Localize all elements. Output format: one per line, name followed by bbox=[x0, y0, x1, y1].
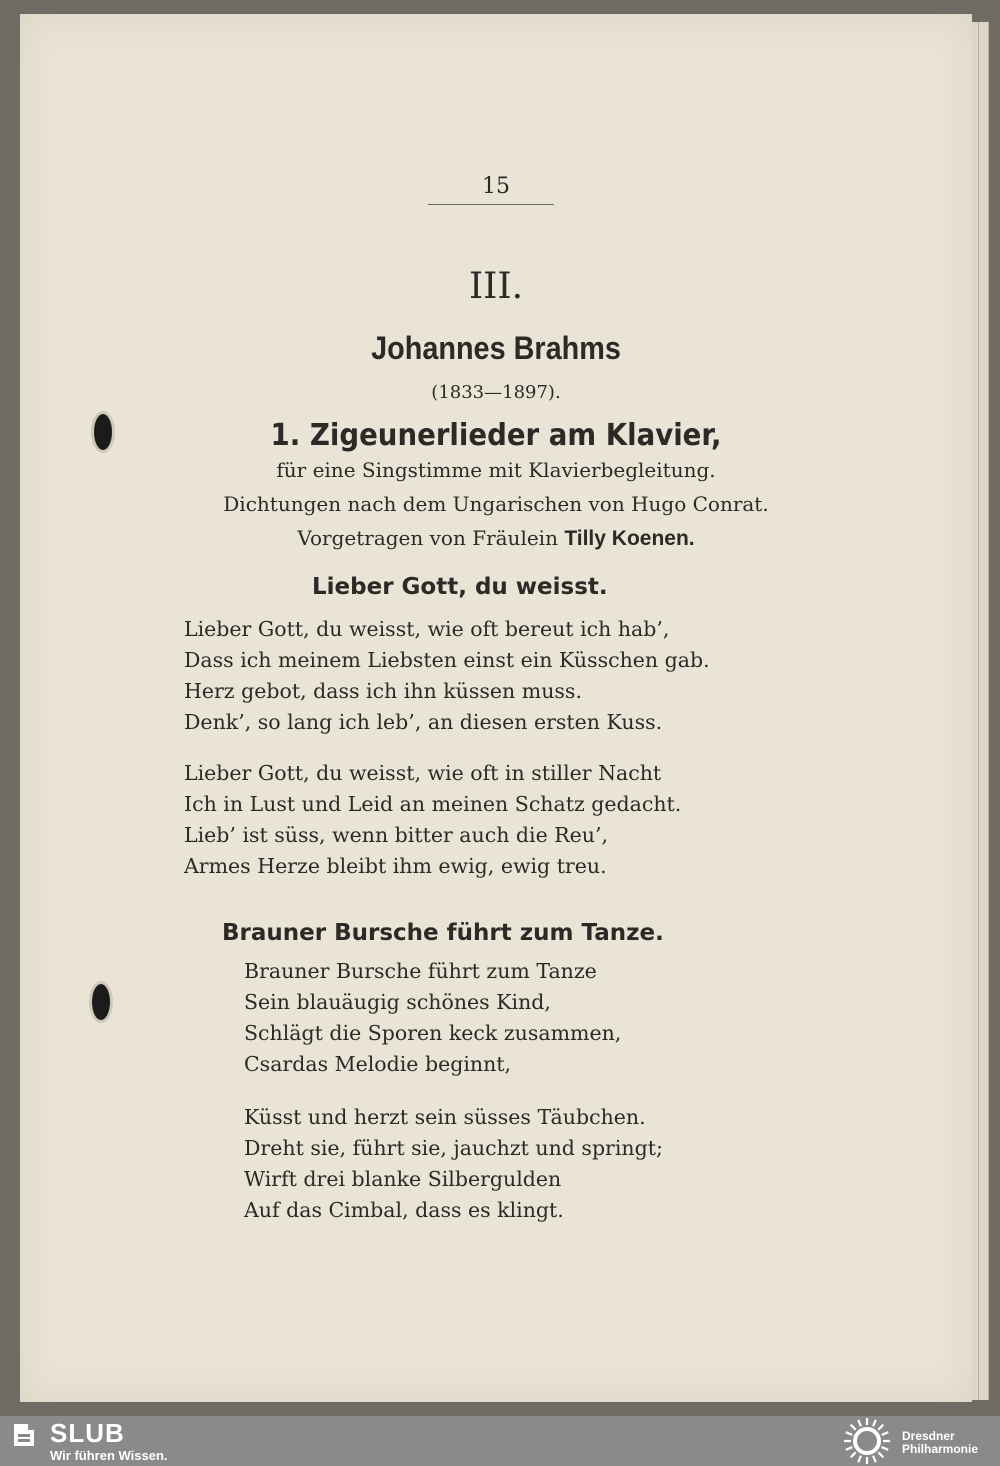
slub-logo-icon bbox=[10, 1420, 38, 1450]
verse-line: Schlägt die Sporen keck zusammen, bbox=[244, 1021, 622, 1045]
verse-line: Denk’, so lang ich leb’, an diesen ersten Kuss. bbox=[184, 710, 663, 734]
verse-line: Herz gebot, dass ich ihn küssen muss. bbox=[184, 679, 582, 703]
song-stanza bbox=[184, 758, 681, 882]
partner-name bbox=[902, 1430, 978, 1456]
composer-name: Johannes Brahms bbox=[371, 330, 621, 366]
verse-line: Csardas Melodie beginnt, bbox=[244, 1052, 512, 1076]
library-name: SLUB bbox=[50, 1418, 125, 1448]
performer-name: Tilly Koenen. bbox=[564, 527, 695, 550]
section-numeral: III. bbox=[468, 266, 524, 307]
song-title: Brauner Bursche führt zum Tanze. bbox=[222, 920, 664, 946]
verse-line: Auf das Cimbal, dass es klingt. bbox=[244, 1198, 564, 1222]
verse-line: Lieb’ ist süss, wenn bitter auch die Reu’, bbox=[184, 823, 609, 847]
partner-name-line1: Dresdner bbox=[902, 1429, 955, 1443]
verse-line: Wirft drei blanke Silbergulden bbox=[244, 1167, 562, 1191]
verse-line: Armes Herze bleibt ihm ewig, ewig treu. bbox=[184, 854, 607, 878]
verse-line: Küsst und herzt sein süsses Täubchen. bbox=[244, 1105, 646, 1129]
verse-line: Ich in Lust und Leid an meinen Schatz gedacht. bbox=[184, 792, 682, 816]
page-number-rule bbox=[428, 204, 554, 205]
song-stanza bbox=[184, 614, 710, 738]
work-subtitle: für eine Singstimme mit Klavierbegleitung. bbox=[276, 458, 716, 482]
page-number: 15 bbox=[482, 174, 510, 199]
verse-line: Dass ich meinem Liebsten einst ein Küsschen gab. bbox=[184, 648, 710, 672]
performer-credit bbox=[20, 526, 972, 551]
verse-line: Dreht sie, führt sie, jauchzt und springt; bbox=[244, 1136, 663, 1160]
library-tagline: Wir führen Wissen. bbox=[50, 1448, 168, 1463]
document-page bbox=[20, 14, 972, 1402]
verse-line: Lieber Gott, du weisst, wie oft bereut ich hab’, bbox=[184, 617, 670, 641]
song-title: Lieber Gott, du weisst. bbox=[312, 574, 608, 600]
footer-bar bbox=[0, 1416, 1000, 1466]
song-stanza bbox=[244, 956, 621, 1080]
work-title: 1. Zigeunerlieder am Klavier, bbox=[270, 418, 722, 453]
punch-hole bbox=[92, 984, 110, 1020]
composer-dates: (1833—1897). bbox=[431, 382, 561, 403]
partner-name-line2: Philharmonie bbox=[902, 1442, 979, 1456]
verse-line: Brauner Bursche führt zum Tanze bbox=[244, 959, 597, 983]
philharmonie-sunburst-logo-icon bbox=[840, 1416, 894, 1466]
verse-line: Lieber Gott, du weisst, wie oft in stiller Nacht bbox=[184, 761, 662, 785]
work-poet-credit: Dichtungen nach dem Ungarischen von Hugo Conrat. bbox=[223, 492, 769, 516]
song-stanza bbox=[244, 1102, 663, 1226]
performer-prefix: Vorgetragen von Fräulein bbox=[297, 526, 565, 550]
verse-line: Sein blauäugig schönes Kind, bbox=[244, 990, 551, 1014]
